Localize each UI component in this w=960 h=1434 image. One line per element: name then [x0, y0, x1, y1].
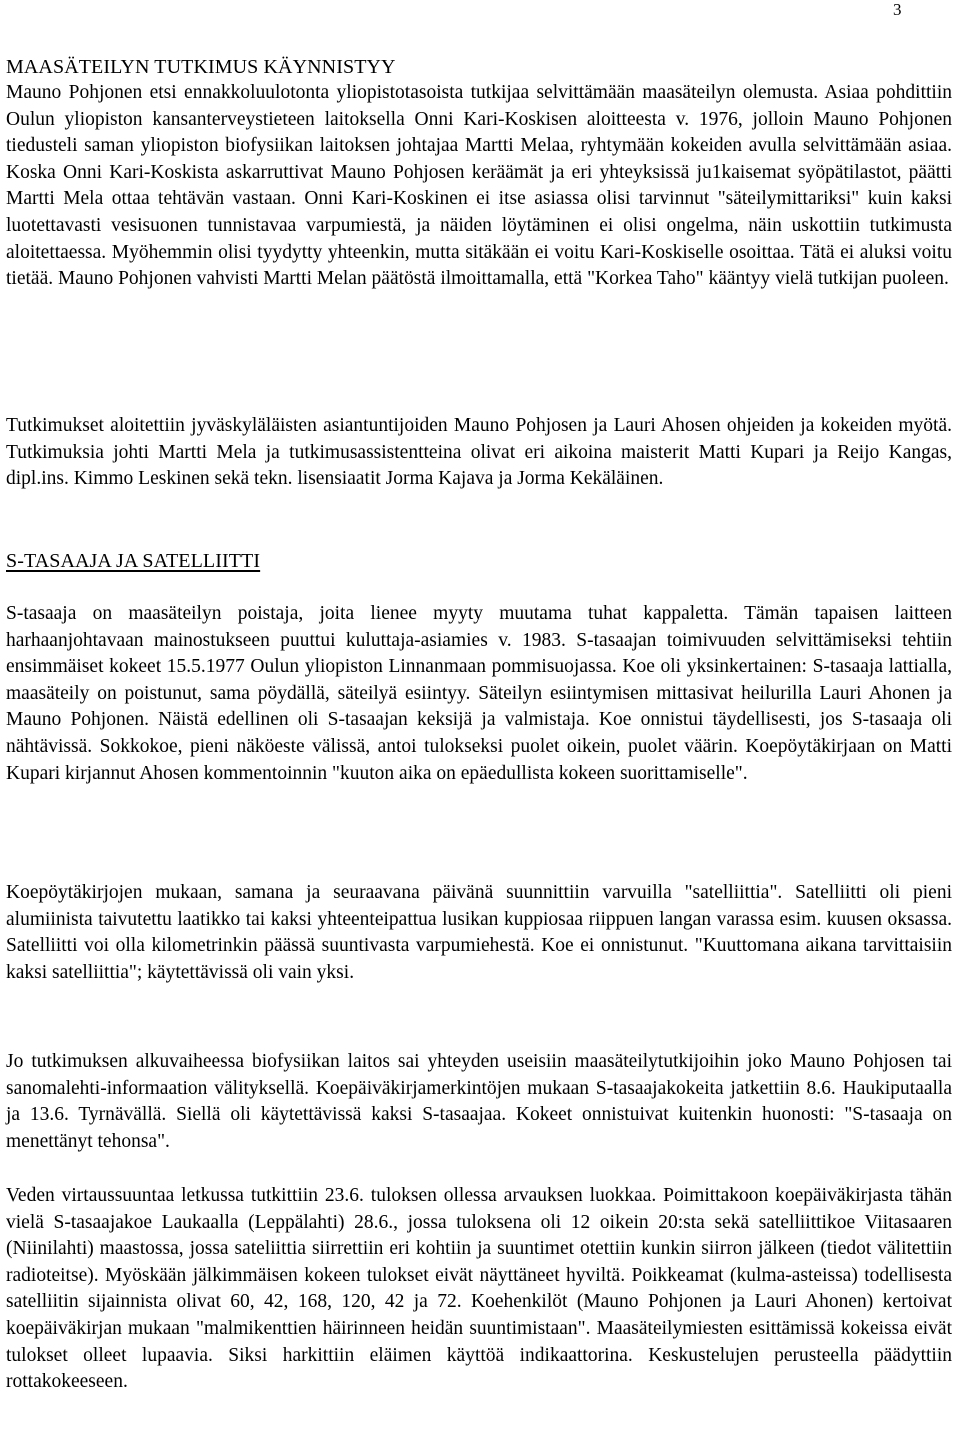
paragraph: S-tasaaja on maasäteilyn poistaja, joita lienee myyty muutama tuhat kappaletta. Tämän tapaisen laitteen harhaanjohtavaan mainostukseen puuttui kuluttaja-asiamies v. 1983. S-tasaajan toimivuuden selvittämiseksi tehtiin ensimmäiset kokeet 15.5.1977 Oulun yliopiston Linnanmaan pommisuojassa. Koe oli yksinkertainen: S-tasaaja lattialla, maasäteily on poistunut, sama pöydällä, säteilyä esiintyy. Säteilyn esiintymisen mittasivat heilurilla Lauri Ahonen ja Mauno Pohjonen. Näistä edellinen oli S-tasaajan keksijä ja valmistaja. Koe onnistui täydellisesti, jos S-tasaaja oli nähtävissä. Sokkokoe, pieni näköeste välissä, antoi tulokseksi puolet oikein, puolet väärin. Koepöytäkirjaan on Matti Kupari kirjannut Ahosen kommentoinnin "kuuton aika on epäedullista kokeen suorittamiselle".: [6, 603, 952, 784]
paragraph: Tutkimukset aloitettiin jyväskyläläisten asiantuntijoiden Mauno Pohjosen ja Lauri Ahosen ohjeiden ja kokeiden myötä. Tutkimuksia johti Martti Mela ja tutkimusassistentteina olivat eri aikoina maisterit Matti Kupari ja Reijo Kangas, dipl.ins. Kimmo Leskinen sekä tekn. lisensiaatit Jorma Kajava ja Jorma Kekäläinen.: [6, 415, 952, 490]
paragraph: Mauno Pohjonen etsi ennakkoluulotonta yliopistotasoista tutkijaa selvittämään maasäteilyn olemusta. Asiaa pohdittiin Oulun yliopiston kansanterveystieteen laitoksella Onni Kari-Koskisen aloitteesta v. 1976, jolloin Mauno Pohjonen tiedusteli saman yliopiston biofysiikan laitoksen johtajaa Martti Melaa, ryhtymään kokeiden avulla selvittämään asiaa. Koska Onni Kari-Koskista askarruttivat Mauno Pohjosen keräämät ja eri yhteyksissä ju1kaisemat syöpätilastot, päätti Martti Mela ottaa tehtävän vastaan. Onni Kari-Koskinen ei itse asiassa olisi tarvinnut "säteilymittariksi" kuin kaksi luotettavasti vesisuonen tunnistavaa varpumiestä, ja näiden löytäminen ei olisi ongelma, näin uskottiin tutkimusta aloitettaessa. Myöhemmin olisi tyydytty yhteenkin, mutta sitäkään ei voitu Kari-Koskiselle osoittaa. Tätä ei aluksi voitu tietää. Mauno Pohjonen vahvisti Martti Melan päätöstä ilmoittamalla, että "Korkea Taho" kääntyy vielä tutkijan puoleen.: [6, 82, 952, 290]
paragraph: Veden virtaussuuntaa letkussa tutkittiin 23.6. tuloksen ollessa arvauksen luokkaa. Poimittakoon koepäiväkirjasta tähän vielä S-tasaajakoe Laukaalla (Leppälahti) 28.6., jossa tuloksena oli 12 oikein 20:sta sekä satelliittikoe Viitasaaren (Niinilahti) maastossa, jossa sateliittia siirrettiin eri kohtiin ja suuntimet otettiin kunkin siirron jälkeen (tiedot välitettiin radioteitse). Myöskään jälkimmäisen kokeen tulokset eivät näyttäneet hyviltä. Poikkeamat (kulma-asteissa) todellisesta satelliitin sijainnista olivat 60, 42, 168, 120, 42 ja 72. Koehenkilöt (Mauno Pohjonen ja Lauri Ahonen) kertoivat koepäiväkirjan mukaan "malmikenttien häirinneen heidän suuntimistaan". Maasäteilymiesten esittämissä kokeissa eivät tulokset olleet lupaavia. Siksi harkittiin eläimen käyttöä indikaattorina. Keskustelujen perusteella päädyttiin rottakokeeseen.: [6, 1185, 952, 1393]
paragraph: Jo tutkimuksen alkuvaiheessa biofysiikan laitos sai yhteyden useisiin maasäteilytutkijoihin joko Mauno Pohjosen tai sanomalehti-informaation välityksellä. Koepäiväkirjamerkintöjen mukaan S-tasaajakokeita jatkettiin 8.6. Haukiputaalla ja 13.6. Tyrnävällä. Siellä oli käytettävissä kaksi S-tasaajaa. Kokeet onnistuivat kuitenkin huonosti: "S-tasaaja on menettänyt tehonsa".: [6, 1051, 952, 1152]
paragraph: Koepöytäkirjojen mukaan, samana ja seuraavana päivänä suunnittiin varvuilla "satelliittia". Satelliitti oli pieni alumiinista taivutettu laatikko tai kaksi yhteenteipattua lusikan kuppiosaa riippuen langan varassa esim. kuusen oksassa. Satelliitti voi olla kilometrinkin päässä suuntivasta varpumiehestä. Koe ei onnistunut. "Kuuttomana aikana tarvittaisiin kaksi satelliittia"; käytettävissä oli vain yksi.: [6, 882, 952, 983]
section-heading-s-tasaaja: S-TASAAJA JA SATELLIITTI: [6, 550, 261, 572]
page-number: 3: [893, 0, 902, 19]
section-heading-maasateilyn-tutkimus: MAASÄTEILYN TUTKIMUS KÄYNNISTYY: [6, 56, 396, 78]
